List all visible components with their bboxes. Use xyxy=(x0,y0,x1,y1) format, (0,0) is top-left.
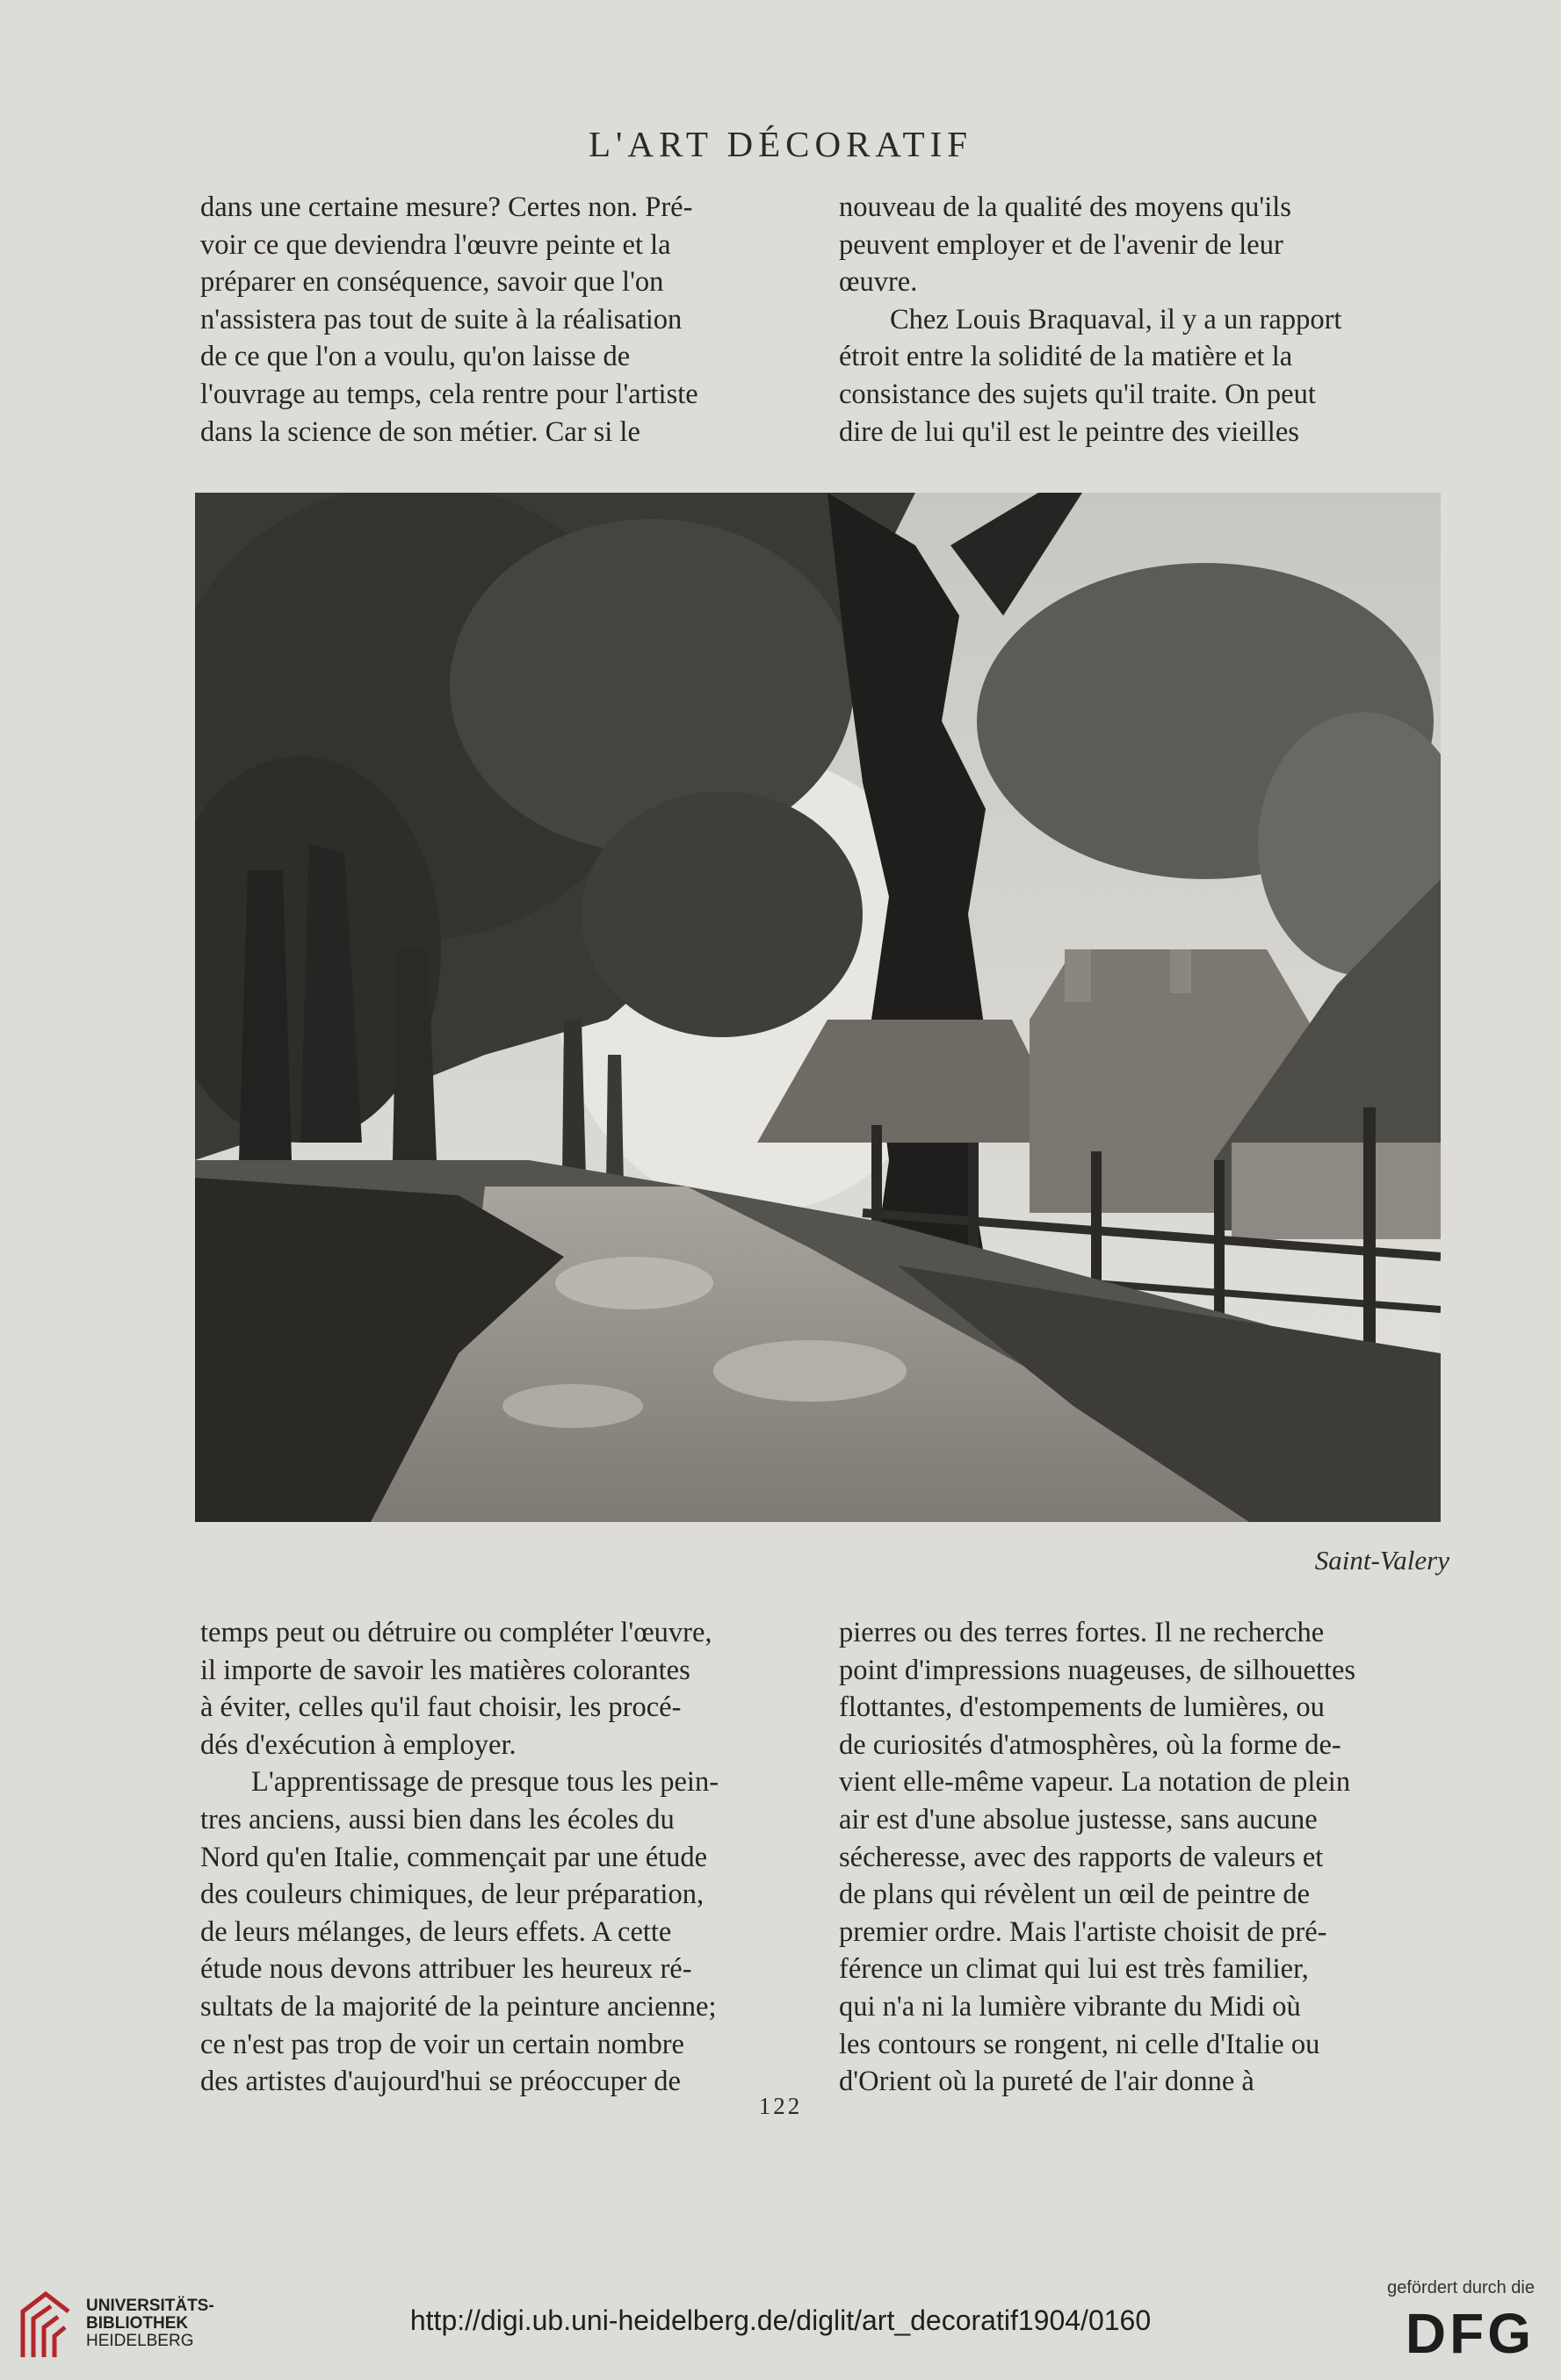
text-line: air est d'une absolue justesse, sans aucune xyxy=(839,1803,1318,1835)
funder-text: gefördert durch die xyxy=(1387,2278,1535,2297)
text-line: qui n'a ni la lumière vibrante du Midi où xyxy=(839,1990,1301,2023)
dfg-logo-icon: DFG xyxy=(1405,2302,1535,2365)
text-line: de plans qui révèlent un œil de peintre de xyxy=(839,1879,1311,1911)
running-title: L'ART DÉCORATIF xyxy=(589,124,972,164)
text-line: férence un climat qui lui est très familier, xyxy=(839,1953,1309,1986)
painting-plate xyxy=(195,493,1441,1522)
text-line: premier ordre. Mais l'artiste choisit de pré- xyxy=(839,1915,1327,1948)
text-line: des couleurs chimiques, de leur préparation, xyxy=(200,1879,705,1911)
text-column-top-right xyxy=(839,189,1445,451)
text-line: dans une certaine mesure? Certes non. Pré- xyxy=(200,191,693,223)
text-line: peuvent employer et de l'avenir de leur xyxy=(839,228,1283,261)
text-line: dés d'exécution à employer. xyxy=(200,1728,517,1761)
text-line: L'apprentissage de presque tous les pein- xyxy=(251,1766,719,1799)
library-name-line: HEIDELBERG xyxy=(86,2332,194,2350)
funder-block[interactable] xyxy=(1387,2278,1535,2365)
text-line: de leurs mélanges, de leurs effets. A cette xyxy=(200,1915,672,1948)
text-line: n'assistera pas tout de suite à la réalisation xyxy=(200,303,683,335)
text-line: étude nous devons attribuer les heureux ré- xyxy=(200,1953,692,1986)
page-number: 122 xyxy=(758,2093,803,2119)
text-line: voir ce que deviendra l'œuvre peinte et la xyxy=(200,228,671,261)
text-line: l'ouvrage au temps, cela rentre pour l'artiste xyxy=(200,378,698,410)
text-line: dans la science de son métier. Car si le xyxy=(200,415,640,448)
text-line: sécheresse, avec des rapports de valeurs et xyxy=(839,1841,1324,1873)
text-line: œuvre. xyxy=(839,266,918,299)
text-line: Nord qu'en Italie, commençait par une étude xyxy=(200,1841,708,1873)
text-line: vient elle-même vapeur. La notation de plein xyxy=(839,1766,1351,1799)
text-line: point d'impressions nuageuses, de silhouettes xyxy=(839,1654,1356,1686)
text-line: de ce que l'on a voulu, qu'on laisse de xyxy=(200,341,631,373)
text-line: des artistes d'aujourd'hui se préoccuper de xyxy=(200,2066,681,2098)
text-line: pierres ou des terres fortes. Il ne recherche xyxy=(839,1617,1325,1648)
text-line: à éviter, celles qu'il faut choisir, les procé- xyxy=(200,1691,682,1724)
library-name-line: UNIVERSITÄTS- xyxy=(86,2297,214,2315)
text-line: préparer en conséquence, savoir que l'on xyxy=(200,266,664,299)
text-line: flottantes, d'estompements de lumières, ou xyxy=(839,1691,1325,1724)
text-line: il importe de savoir les matières colorantes xyxy=(200,1654,690,1686)
permalink-url[interactable]: http://digi.ub.uni-heidelberg.de/diglit/art_decoratif1904/0160 xyxy=(409,2304,1152,2336)
text-line: ce n'est pas trop de voir un certain nombre xyxy=(200,2028,684,2060)
library-name-line: BIBLIOTHEK xyxy=(86,2314,189,2333)
text-line: nouveau de la qualité des moyens qu'ils xyxy=(839,191,1291,223)
text-line: dire de lui qu'il est le peintre des vieilles xyxy=(839,415,1299,448)
text-line: temps peut ou détruire ou compléter l'œuvre, xyxy=(200,1617,712,1648)
text-line: tres anciens, aussi bien dans les écoles du xyxy=(200,1803,675,1835)
text-line: consistance des sujets qu'il traite. On peut xyxy=(839,378,1316,410)
text-column-top-left xyxy=(200,189,799,451)
text-column-bottom-left xyxy=(200,1614,799,2101)
text-line: sultats de la majorité de la peinture ancienne; xyxy=(200,1990,717,2023)
text-line: les contours se rongent, ni celle d'Italie ou xyxy=(839,2028,1320,2060)
text-line: étroit entre la solidité de la matière et la xyxy=(839,341,1293,373)
text-column-bottom-right xyxy=(839,1614,1445,2101)
text-line: de curiosités d'atmosphères, où la forme de- xyxy=(839,1728,1341,1761)
viewer-footer xyxy=(0,2266,1561,2380)
plate-caption: Saint-Valery xyxy=(1314,1545,1449,1576)
painting-landscape-illustration xyxy=(195,493,1441,1522)
text-line: d'Orient où la pureté de l'air donne à xyxy=(839,2066,1254,2098)
text-line: Chez Louis Braquaval, il y a un rapport xyxy=(890,303,1342,335)
